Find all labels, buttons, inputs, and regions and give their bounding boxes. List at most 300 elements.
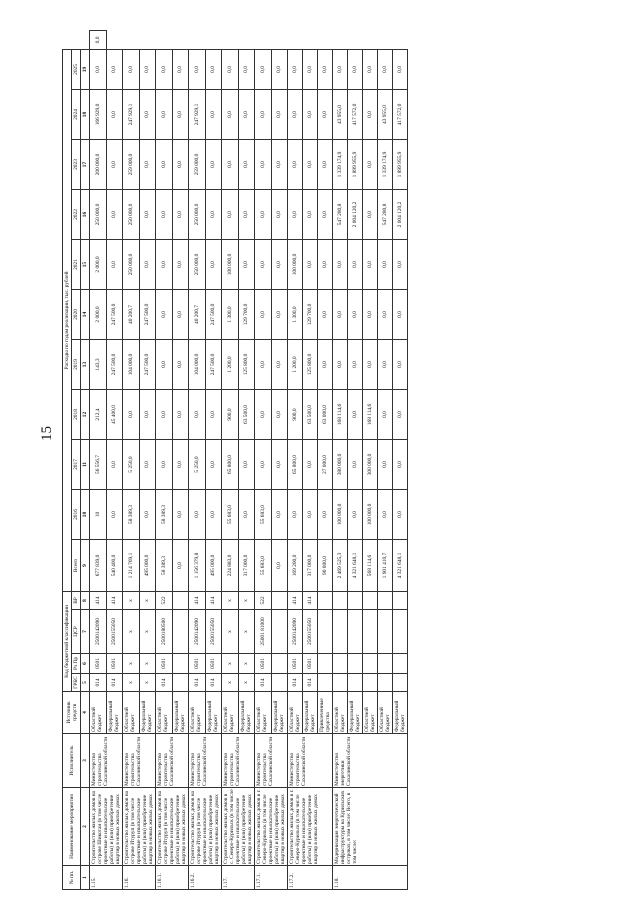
amount-year: 0,0 xyxy=(303,140,318,190)
code-csr xyxy=(318,610,333,654)
code-vr xyxy=(172,592,189,610)
amount-year: 1 339 174,9 xyxy=(333,140,348,190)
amount-total: 1 214 769,1 xyxy=(123,540,140,592)
amount-year: 0,0 xyxy=(333,49,348,89)
amount-year: 417 572,0 xyxy=(393,90,408,140)
funding-source: Федеральный бюджет xyxy=(139,692,156,734)
code-rzpr: х xyxy=(222,654,239,674)
amount-year: 0,0 xyxy=(222,90,239,140)
amount-year: 0,0 xyxy=(348,440,363,490)
table-body xyxy=(90,31,408,890)
amount-year: 27 000,0 xyxy=(318,440,333,490)
amount-year: 0,0 xyxy=(139,49,156,89)
amount-year: 0,0 xyxy=(255,440,272,490)
amount-year: 0,0 xyxy=(363,90,378,140)
amount-year: 0,0 xyxy=(172,440,189,490)
amount-year: 0,0 xyxy=(106,49,123,89)
amount-year: 0,0 xyxy=(318,490,333,540)
budget-sheet xyxy=(62,30,610,890)
col-index: 19 xyxy=(81,49,90,89)
code-csr: 2500155050 xyxy=(106,610,123,654)
amount-year: 0,0 xyxy=(238,140,255,190)
code-rzpr: 0501 xyxy=(156,654,173,674)
amount-year: 0,0 xyxy=(172,190,189,240)
amount-total: 224 883,0 xyxy=(222,540,239,592)
activity-name: Строительство жилых домов на острове Итуруп (в том числе проектные и изыскательские работы) и (или) приобретение квартир в новых жилых домах xyxy=(123,788,156,866)
amount-year: 100 000,0 xyxy=(333,490,348,540)
amount-year: 0,0 xyxy=(318,49,333,89)
amount-year: 0,0 xyxy=(271,90,288,140)
code-grbs xyxy=(378,674,393,692)
funding-source: Областной бюджет xyxy=(189,692,206,734)
amount-year: 0,0 xyxy=(139,490,156,540)
amount-year: 0,0 xyxy=(139,440,156,490)
amount-year: 247 500,0 xyxy=(205,290,222,340)
funding-source: Федеральный бюджет xyxy=(271,692,288,734)
amount-year: 0,0 xyxy=(205,49,222,89)
funding-source: Областной бюджет xyxy=(123,692,140,734)
amount-year: 0,0 xyxy=(255,240,272,290)
amount-year: 0,0 xyxy=(156,190,173,240)
header-year: 2024 xyxy=(72,90,81,140)
header-year: 2023 xyxy=(72,140,81,190)
funding-source: Федеральный бюджет xyxy=(205,692,222,734)
table-row xyxy=(156,31,173,890)
amount-year: 0,0 xyxy=(238,49,255,89)
amount-total: 4 321 648,1 xyxy=(348,540,363,592)
code-grbs: 014 xyxy=(156,674,173,692)
row-number: 1.17.2. xyxy=(288,866,333,890)
amount-year: 0,0 xyxy=(318,190,333,240)
amount-total: 1 901 410,7 xyxy=(378,540,393,592)
amount-year: 0,0 xyxy=(238,440,255,490)
row-number: 1.15. xyxy=(90,866,123,890)
code-vr: 522 xyxy=(255,592,272,610)
funding-source: Федеральный бюджет xyxy=(303,692,318,734)
code-rzpr xyxy=(393,654,408,674)
header-rzpr: Рз Пр xyxy=(72,654,81,674)
header-year: 2017 xyxy=(72,440,81,490)
amount-year: 0,0 xyxy=(255,290,272,340)
amount-year: 247 929,1 xyxy=(189,90,206,140)
page-number: 15 xyxy=(39,426,55,441)
code-csr: 2500155050 xyxy=(205,610,222,654)
code-grbs xyxy=(363,674,378,692)
amount-year: 250 000,0 xyxy=(123,240,140,290)
col-index: 1 xyxy=(81,866,90,890)
amount-year: 1 899 955,9 xyxy=(348,140,363,190)
amount-year: 0,0 xyxy=(255,140,272,190)
amount-year: 166 929,0 xyxy=(90,90,107,140)
amount-year: 0,0 xyxy=(238,90,255,140)
amount-year: 0,0 xyxy=(393,290,408,340)
amount-year: 100 000,0 xyxy=(363,490,378,540)
amount-year: 0,0 xyxy=(318,340,333,390)
amount-year: 125 800,0 xyxy=(238,340,255,390)
amount-year: 0,0 xyxy=(255,340,272,390)
amount-year: 247 929,1 xyxy=(123,90,140,140)
amount-year: 129 700,0 xyxy=(238,290,255,340)
code-grbs: х xyxy=(123,674,140,692)
amount-year: 0,0 xyxy=(90,49,107,89)
amount-year: 0,0 xyxy=(123,390,140,440)
amount-year: 0,0 xyxy=(172,90,189,140)
amount-year: 0,0 xyxy=(238,240,255,290)
amount-year: 0,0 xyxy=(238,490,255,540)
amount-year: 0,0 xyxy=(378,290,393,340)
amount-total: 495 000,0 xyxy=(139,540,156,592)
amount-year: 0,0 xyxy=(271,140,288,190)
row-number: 1.17. xyxy=(222,866,255,890)
amount-year: 0,0 xyxy=(288,49,303,89)
funding-source: Областной бюджет xyxy=(255,692,272,734)
funding-source: Федеральный бюджет xyxy=(238,692,255,734)
funding-source: Федеральный бюджет xyxy=(172,692,189,734)
amount-total: 317 000,0 xyxy=(238,540,255,592)
col-index: 18 xyxy=(81,90,90,140)
amount-year: 56 556,7 xyxy=(90,440,107,490)
code-grbs xyxy=(333,674,348,692)
amount-year: 259 000,0 xyxy=(123,140,140,190)
funding-source: Привлеченные средства xyxy=(318,692,333,734)
amount-year: 100 000,0 xyxy=(222,240,239,290)
col-index: 14 xyxy=(81,290,90,340)
amount-year: 247 500,0 xyxy=(139,290,156,340)
amount-year: 547 280,8 xyxy=(333,190,348,240)
code-csr: 2500142090 xyxy=(90,610,107,654)
code-grbs: 014 xyxy=(205,674,222,692)
code-rzpr: 0501 xyxy=(106,654,123,674)
code-grbs: 014 xyxy=(189,674,206,692)
code-vr: 414 xyxy=(303,592,318,610)
code-rzpr: 0501 xyxy=(303,654,318,674)
code-rzpr xyxy=(318,654,333,674)
header-year: 2022 xyxy=(72,190,81,240)
table-row xyxy=(123,31,140,890)
amount-year: 143,3 xyxy=(90,340,107,390)
amount-total: 169 200,0 xyxy=(288,540,303,592)
amount-year: 0,0 xyxy=(255,190,272,240)
header-year: 2018 xyxy=(72,390,81,440)
funding-source: Областной бюджет xyxy=(90,692,107,734)
col-index: 11 xyxy=(81,440,90,490)
amount-year: 40 200,7 xyxy=(189,290,206,340)
executor: Министерство строительства Сахалинской области xyxy=(123,734,156,788)
amount-year: 0,0 xyxy=(378,240,393,290)
amount-year: 0,0 xyxy=(189,390,206,440)
code-csr xyxy=(363,610,378,654)
code-vr xyxy=(378,592,393,610)
amount-year: 43 955,0 xyxy=(378,90,393,140)
amount-year: 417 572,0 xyxy=(348,90,363,140)
amount-year: 0,0 xyxy=(271,290,288,340)
code-csr: х xyxy=(123,610,140,654)
amount-year: 0,0 xyxy=(172,340,189,390)
amount-year: 0,0 xyxy=(139,140,156,190)
amount-total: 90 000,0 xyxy=(318,540,333,592)
funding-source: Областной бюджет xyxy=(333,692,348,734)
table-row xyxy=(222,31,239,890)
header-csr: ЦСР xyxy=(72,610,81,654)
amount-year: 0,0 xyxy=(271,340,288,390)
code-rzpr: 0501 xyxy=(255,654,272,674)
amount-total: 317 000,0 xyxy=(303,540,318,592)
amount-year: 63 000,0 xyxy=(318,390,333,440)
amount-year: 0,0 xyxy=(271,240,288,290)
amount-year: 380 000,0 xyxy=(333,440,348,490)
amount-year: 0,0 xyxy=(205,190,222,240)
amount-year: 1 300,0 xyxy=(288,290,303,340)
code-rzpr xyxy=(333,654,348,674)
code-vr: 414 xyxy=(189,592,206,610)
amount-total: 495 000,0 xyxy=(205,540,222,592)
code-vr xyxy=(271,592,288,610)
amount-year: 129 700,0 xyxy=(303,290,318,340)
amount-year: 0,0 xyxy=(156,290,173,340)
amount-year: 0,0 xyxy=(303,190,318,240)
amount-year: 45 400,0 xyxy=(106,390,123,440)
amount-year: 0,0 xyxy=(205,140,222,190)
code-csr xyxy=(271,610,288,654)
amount-total: 0,0 xyxy=(172,540,189,592)
amount-year: 63 500,0 xyxy=(238,390,255,440)
amount-year: 1 339 174,9 xyxy=(378,140,393,190)
code-vr xyxy=(318,592,333,610)
amount-year: 0,0 xyxy=(172,240,189,290)
code-vr xyxy=(333,592,348,610)
amount-year: 0,0 xyxy=(156,90,173,140)
amount-year: 0,0 xyxy=(393,440,408,490)
amount-year: 0,0 xyxy=(205,240,222,290)
amount-year: 0,0 xyxy=(348,49,363,89)
code-grbs: х xyxy=(139,674,156,692)
amount-year: 2 000,0 xyxy=(90,290,107,340)
amount-year: 900,0 xyxy=(288,390,303,440)
activity-name: Строительство жилых домов на острове Шикотан (в том числе проектные и изыскательские работы) и (или) приобретение квартир в новых жилых домах xyxy=(90,788,123,866)
header-vr: ВР xyxy=(72,592,81,610)
amount-year: 0,0 xyxy=(363,140,378,190)
amount-year: 125 800,0 xyxy=(303,340,318,390)
amount-year: 259 000,0 xyxy=(189,140,206,190)
code-vr: 414 xyxy=(106,592,123,610)
amount-year: 0,0 xyxy=(363,340,378,390)
amount-year: 5 250,0 xyxy=(123,440,140,490)
code-grbs xyxy=(393,674,408,692)
code-grbs: 014 xyxy=(303,674,318,692)
code-grbs: 014 xyxy=(90,674,107,692)
header-year: 2019 xyxy=(72,340,81,390)
amount-year: 0,0 xyxy=(172,140,189,190)
amount-year: 0,0 xyxy=(205,390,222,440)
amount-year: 104 000,0 xyxy=(189,340,206,390)
amount-year: 0,0 xyxy=(271,49,288,89)
amount-year: 0,0 xyxy=(139,90,156,140)
code-csr: х xyxy=(139,610,156,654)
amount-year: 0,0 xyxy=(318,90,333,140)
amount-total: 568 114,6 xyxy=(363,540,378,592)
amount-year: 0,0 xyxy=(106,190,123,240)
amount-year: 0,0 xyxy=(156,240,173,290)
col-index: 17 xyxy=(81,140,90,190)
executor: Министерство строительства Сахалинской области xyxy=(255,734,288,788)
amount-year: 0,0 xyxy=(205,490,222,540)
header-grbs: ГРБС xyxy=(72,674,81,692)
amount-year: 1 899 955,9 xyxy=(393,140,408,190)
amount-year: 0,0 xyxy=(156,340,173,390)
executor: Министерство строительства Сахалинской области xyxy=(189,734,222,788)
header-exec: Исполнитель xyxy=(63,734,81,788)
amount-year: 100 000,0 xyxy=(288,240,303,290)
code-grbs: 014 xyxy=(288,674,303,692)
amount-year: 0,0 xyxy=(318,290,333,340)
amount-year: 0,0 xyxy=(303,490,318,540)
col-index: 3 xyxy=(81,734,90,788)
amount-year: 2 000,0 xyxy=(90,240,107,290)
amount-year: 212,4 xyxy=(90,390,107,440)
amount-year: 0,0 xyxy=(393,240,408,290)
amount-year: 5 250,0 xyxy=(189,440,206,490)
amount-year: 0,0 xyxy=(106,440,123,490)
amount-year: 0,0 xyxy=(378,390,393,440)
amount-year: 0,0 xyxy=(106,140,123,190)
amount-year: 0,0 xyxy=(363,49,378,89)
amount-year: 0,0 xyxy=(189,49,206,89)
amount-year: 0,0 xyxy=(172,49,189,89)
code-rzpr xyxy=(378,654,393,674)
col-index: 4 xyxy=(81,692,90,734)
amount-year: 0,0 xyxy=(348,290,363,340)
amount-year: 250 000,0 xyxy=(123,190,140,240)
amount-year: 0,0 xyxy=(238,190,255,240)
amount-year: 0,0 xyxy=(90,31,107,50)
code-rzpr: х xyxy=(238,654,255,674)
code-rzpr xyxy=(363,654,378,674)
table-row xyxy=(189,31,206,890)
code-csr: 25001 81000 xyxy=(255,610,272,654)
funding-source: Областной бюджет xyxy=(288,692,303,734)
code-rzpr: 0501 xyxy=(205,654,222,674)
code-csr: 2500142090 xyxy=(288,610,303,654)
table-header xyxy=(63,31,90,890)
amount-year: 0,0 xyxy=(139,390,156,440)
amount-year: 300 000,0 xyxy=(363,440,378,490)
header-name: Наименование мероприятия xyxy=(63,788,81,866)
activity-name: Строительство жилых домов на острове Итуруп (в том числе проектные и изыскательские работы) и (или) приобретение квартир в новых жилых домах xyxy=(189,788,222,866)
code-vr: х xyxy=(222,592,239,610)
header-year: 2016 xyxy=(72,490,81,540)
amount-year: 65 800,0 xyxy=(288,440,303,490)
amount-year: 0,0 xyxy=(393,49,408,89)
code-grbs xyxy=(348,674,363,692)
amount-year: 0,0 xyxy=(288,190,303,240)
amount-year: 0,0 xyxy=(348,490,363,540)
activity-name: Строительство жилых домов на острове Итуруп (в том числе проектные и изыскательские работы) и (или) приобретение квартир в новых жилых домах xyxy=(156,788,189,866)
code-rzpr: х xyxy=(123,654,140,674)
amount-total: 0,0 xyxy=(271,540,288,592)
amount-total: 2 469 525,3 xyxy=(333,540,348,592)
amount-year: 0,0 xyxy=(271,440,288,490)
activity-name: Строительство жилых домов в г. Северо-Курильск (в том числе проектные и изыскательские работы) и (или) приобретение квартир в новых жилых домах xyxy=(288,788,333,866)
code-csr xyxy=(172,610,189,654)
code-csr: 2500180500 xyxy=(156,610,173,654)
amount-year: 0,0 xyxy=(393,390,408,440)
amount-year: 0,0 xyxy=(106,240,123,290)
amount-year: 0,0 xyxy=(393,490,408,540)
header-year: 2021 xyxy=(72,240,81,290)
amount-year: 0,0 xyxy=(271,490,288,540)
code-csr xyxy=(393,610,408,654)
amount-year: 0,0 xyxy=(378,340,393,390)
amount-year: 250 000,0 xyxy=(189,240,206,290)
amount-year: 247 500,0 xyxy=(205,340,222,390)
header-year: 2025 xyxy=(72,49,81,89)
code-grbs xyxy=(318,674,333,692)
amount-year: 0,0 xyxy=(222,190,239,240)
amount-year: 0,0 xyxy=(288,140,303,190)
amount-year: 0,0 xyxy=(139,190,156,240)
row-number: 1.18. xyxy=(333,866,408,890)
col-index: 7 xyxy=(81,610,90,654)
code-vr: 414 xyxy=(90,592,107,610)
executor: Министерство строительства Сахалинской области xyxy=(156,734,189,788)
amount-year: 0,0 xyxy=(172,390,189,440)
amount-total: 58 389,3 xyxy=(156,540,173,592)
amount-year: 168 114,6 xyxy=(333,390,348,440)
amount-year: 0,0 xyxy=(156,440,173,490)
amount-year: 247 500,0 xyxy=(139,340,156,390)
amount-year: 0,0 xyxy=(393,340,408,390)
amount-year: 43 955,0 xyxy=(333,90,348,140)
funding-source: Областной бюджет xyxy=(222,692,239,734)
amount-year: 0,0 xyxy=(348,240,363,290)
amount-year: 0,0 xyxy=(139,240,156,290)
header-num: № пп. xyxy=(63,866,81,890)
funding-source: Областной бюджет xyxy=(363,692,378,734)
amount-year: 58 389,3 xyxy=(123,490,140,540)
amount-year: 0,0 xyxy=(318,240,333,290)
amount-year: 0,0 xyxy=(271,190,288,240)
code-grbs: 014 xyxy=(255,674,272,692)
amount-year: 58 389,3 xyxy=(156,490,173,540)
table-row xyxy=(288,31,303,890)
code-rzpr: 0501 xyxy=(189,654,206,674)
amount-total: 677 839,0 xyxy=(90,540,107,592)
amount-year: 0,0 xyxy=(378,49,393,89)
amount-year: 0,0 xyxy=(222,49,239,89)
col-index: 2 xyxy=(81,788,90,866)
amount-year: 0,0 xyxy=(303,240,318,290)
amount-year: 0,0 xyxy=(378,440,393,490)
activity-name: Строительство жилых домов в с. Северо-Курильск (в том числе проектные и изыскательские работы) и (или) приобретение квартир в новых жилых домах xyxy=(223,789,253,864)
header-src: Источник средств xyxy=(63,692,81,734)
amount-year: 0,0 xyxy=(106,490,123,540)
table-row xyxy=(255,31,272,890)
code-csr xyxy=(348,610,363,654)
amount-year: 1 200,0 xyxy=(222,340,239,390)
amount-year: 0,0 xyxy=(172,290,189,340)
code-csr: 2500155050 xyxy=(303,610,318,654)
amount-year: 200 000,0 xyxy=(90,140,107,190)
amount-year: 0,0 xyxy=(123,49,140,89)
code-rzpr xyxy=(271,654,288,674)
amount-year: 0,0 xyxy=(205,440,222,490)
amount-year: 168 114,6 xyxy=(363,390,378,440)
amount-year: 0,0 xyxy=(303,440,318,490)
col-index: 10 xyxy=(81,490,90,540)
code-csr: х xyxy=(238,610,255,654)
header-code: Код бюджетной классификации xyxy=(63,592,72,692)
code-csr xyxy=(378,610,393,654)
